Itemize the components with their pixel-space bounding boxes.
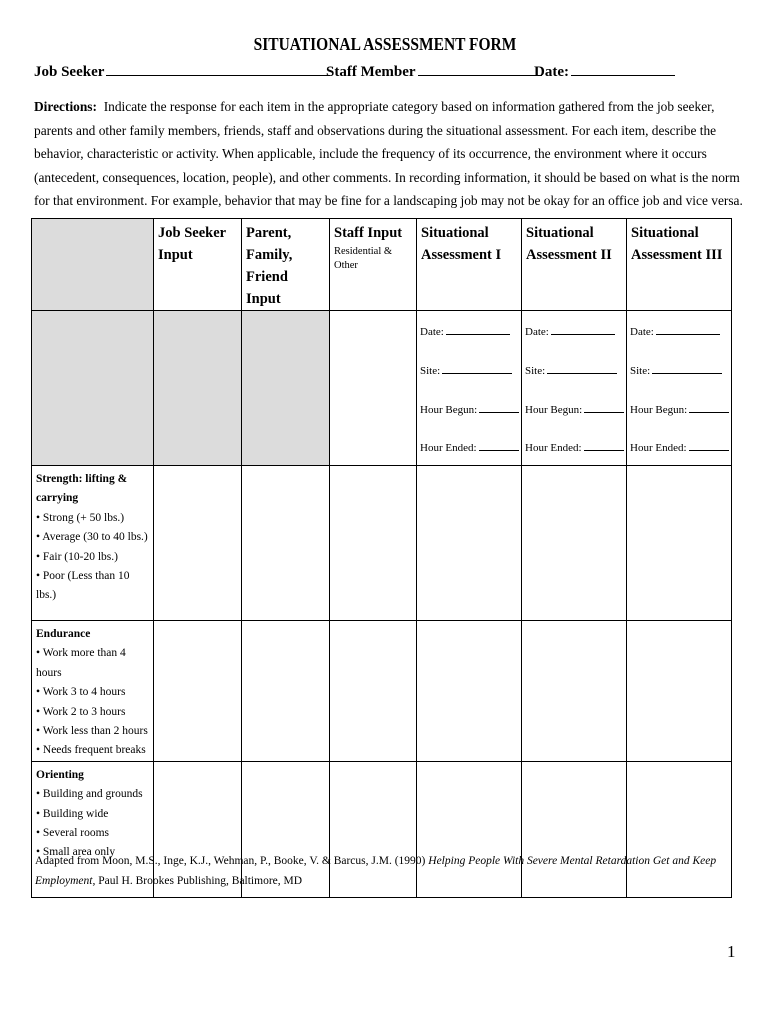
entry-cell[interactable] bbox=[417, 621, 522, 762]
row-endurance bbox=[32, 621, 732, 762]
entry-cell[interactable] bbox=[242, 466, 330, 621]
directions-lead: Directions: bbox=[34, 99, 97, 114]
citation-footer bbox=[35, 851, 735, 891]
staff-member-label: Staff Member bbox=[326, 64, 416, 80]
staff-member-field[interactable] bbox=[326, 61, 542, 81]
col-staff-input bbox=[330, 219, 417, 311]
form-title: SITUATIONAL ASSESSMENT FORM bbox=[253, 34, 517, 54]
entry-cell[interactable] bbox=[330, 466, 417, 621]
date-field-label: Date: bbox=[630, 326, 654, 338]
sa1-hour-begun-field[interactable] bbox=[420, 402, 519, 416]
option-item: • Strong (+ 50 lbs.) bbox=[36, 511, 125, 524]
citation-book-title: Helping People With Severe Mental Retardation Get and Keep Employment, bbox=[35, 855, 717, 887]
sa3-hour-begun-field[interactable] bbox=[630, 402, 729, 416]
hour-ended-label: Hour Ended: bbox=[630, 442, 687, 454]
sa1-hour-ended-field[interactable] bbox=[420, 440, 519, 454]
option-item: • Work less than 2 hours bbox=[36, 725, 148, 738]
date-field-label: Date: bbox=[525, 326, 549, 338]
corner-cell bbox=[32, 219, 154, 311]
entry-cell[interactable] bbox=[242, 621, 330, 762]
row-label-strength bbox=[32, 466, 154, 621]
option-list bbox=[36, 509, 150, 606]
date-line[interactable] bbox=[571, 61, 675, 76]
col-parent-family: Parent, Family, Friend Input bbox=[242, 219, 330, 311]
sa2-hour-begun-field[interactable] bbox=[525, 402, 624, 416]
row-heading: Orienting bbox=[36, 768, 84, 781]
blank-line[interactable] bbox=[656, 324, 720, 335]
row-label-endurance bbox=[32, 621, 154, 762]
sa3-hour-ended-field[interactable] bbox=[630, 440, 729, 454]
blank-line[interactable] bbox=[689, 440, 729, 451]
shaded-cell bbox=[154, 311, 242, 466]
col-staff-subtitle: Residential & Other bbox=[334, 246, 393, 271]
staff-member-line[interactable] bbox=[418, 61, 542, 76]
citation-authors: Adapted from Moon, M.S., Inge, K.J., Wehman, P., Booke, V. & Barcus, J.M. (1990) bbox=[35, 855, 429, 867]
sa3-date-field[interactable] bbox=[630, 324, 720, 338]
entry-cell[interactable] bbox=[522, 466, 627, 621]
blank-line[interactable] bbox=[584, 402, 624, 413]
site-field-label: Site: bbox=[420, 365, 441, 377]
sa3-site-cell bbox=[627, 311, 732, 466]
option-item: • Work more than 4 hours bbox=[36, 647, 126, 679]
hour-ended-label: Hour Ended: bbox=[525, 442, 582, 454]
blank-line[interactable] bbox=[479, 440, 519, 451]
option-item: • Average (30 to 40 lbs.) bbox=[36, 531, 148, 544]
sa2-date-field[interactable] bbox=[525, 324, 615, 338]
entry-cell[interactable] bbox=[522, 621, 627, 762]
site-info-row bbox=[32, 311, 732, 466]
sa2-hour-ended-field[interactable] bbox=[525, 440, 624, 454]
shaded-cell bbox=[32, 311, 154, 466]
column-header-row bbox=[32, 219, 732, 311]
date-field-label: Date: bbox=[420, 326, 444, 338]
job-seeker-field[interactable] bbox=[34, 61, 330, 81]
blank-line[interactable] bbox=[551, 324, 615, 335]
sa1-date-field[interactable] bbox=[420, 324, 510, 338]
entry-cell[interactable] bbox=[627, 466, 732, 621]
row-heading: Strength: lifting & carrying bbox=[36, 473, 128, 505]
blank-line[interactable] bbox=[652, 363, 722, 374]
blank-line[interactable] bbox=[442, 363, 512, 374]
blank-line[interactable] bbox=[689, 402, 729, 413]
col-sa-1: Situational Assessment I bbox=[417, 219, 522, 311]
option-item: • Poor (Less than 10 lbs.) bbox=[36, 570, 130, 602]
citation-publisher: Paul H. Brookes Publishing, Baltimore, MD bbox=[95, 875, 303, 887]
blank-line[interactable] bbox=[547, 363, 617, 374]
col-sa-2: Situational Assessment II bbox=[522, 219, 627, 311]
sa2-site-cell bbox=[522, 311, 627, 466]
entry-cell[interactable] bbox=[417, 466, 522, 621]
col-staff-title: Staff Input bbox=[334, 225, 403, 241]
sa2-site-field[interactable] bbox=[525, 363, 617, 377]
blank-line[interactable] bbox=[479, 402, 519, 413]
hour-begun-label: Hour Begun: bbox=[630, 404, 688, 416]
entry-cell[interactable] bbox=[154, 466, 242, 621]
hour-begun-label: Hour Begun: bbox=[420, 404, 478, 416]
directions-paragraph bbox=[34, 95, 744, 213]
col-job-seeker: Job Seeker Input bbox=[154, 219, 242, 311]
option-item: • Fair (10-20 lbs.) bbox=[36, 550, 118, 563]
hour-begun-label: Hour Begun: bbox=[525, 404, 583, 416]
date-label: Date: bbox=[534, 64, 569, 80]
staff-site-cell[interactable] bbox=[330, 311, 417, 466]
option-item: • Building wide bbox=[36, 807, 109, 820]
entry-cell[interactable] bbox=[154, 621, 242, 762]
date-field[interactable] bbox=[534, 61, 675, 81]
job-seeker-label: Job Seeker bbox=[34, 64, 105, 80]
hour-ended-label: Hour Ended: bbox=[420, 442, 477, 454]
blank-line[interactable] bbox=[446, 324, 510, 335]
row-strength bbox=[32, 466, 732, 621]
col-sa-3: Situational Assessment III bbox=[627, 219, 732, 311]
option-item: • Needs frequent breaks bbox=[36, 744, 146, 757]
site-field-label: Site: bbox=[525, 365, 546, 377]
option-list bbox=[36, 644, 150, 760]
assessment-table bbox=[31, 218, 732, 898]
job-seeker-line[interactable] bbox=[106, 61, 330, 76]
page-number: 1 bbox=[727, 942, 736, 961]
site-field-label: Site: bbox=[630, 365, 651, 377]
directions-text: Indicate the response for each item in the appropriate category based on information gathered from the job seeker, parents and other family members, friends, staff and observations during the situational assessment. For each item, describe the behavior, characteristic or activity. When applicable, include the frequency of its occurrence, the environment where it occurs (antecedent, consequences, location, people), and other comments. In recording information, it should be based on what is the norm for that environment. For example, behavior that may be fine for a landscaping job may not be okay for an office job and vice versa. bbox=[34, 99, 743, 209]
sa3-site-field[interactable] bbox=[630, 363, 722, 377]
shaded-cell bbox=[242, 311, 330, 466]
row-heading: Endurance bbox=[36, 628, 91, 640]
entry-cell[interactable] bbox=[330, 621, 417, 762]
sa1-site-field[interactable] bbox=[420, 363, 512, 377]
option-item: • Building and grounds bbox=[36, 788, 143, 801]
option-item: • Several rooms bbox=[36, 827, 110, 840]
entry-cell[interactable] bbox=[627, 621, 732, 762]
option-item: • Small area only bbox=[36, 846, 116, 859]
option-item: • Work 3 to 4 hours bbox=[36, 686, 126, 699]
sa1-site-cell bbox=[417, 311, 522, 466]
blank-line[interactable] bbox=[584, 440, 624, 451]
option-item: • Work 2 to 3 hours bbox=[36, 705, 126, 718]
